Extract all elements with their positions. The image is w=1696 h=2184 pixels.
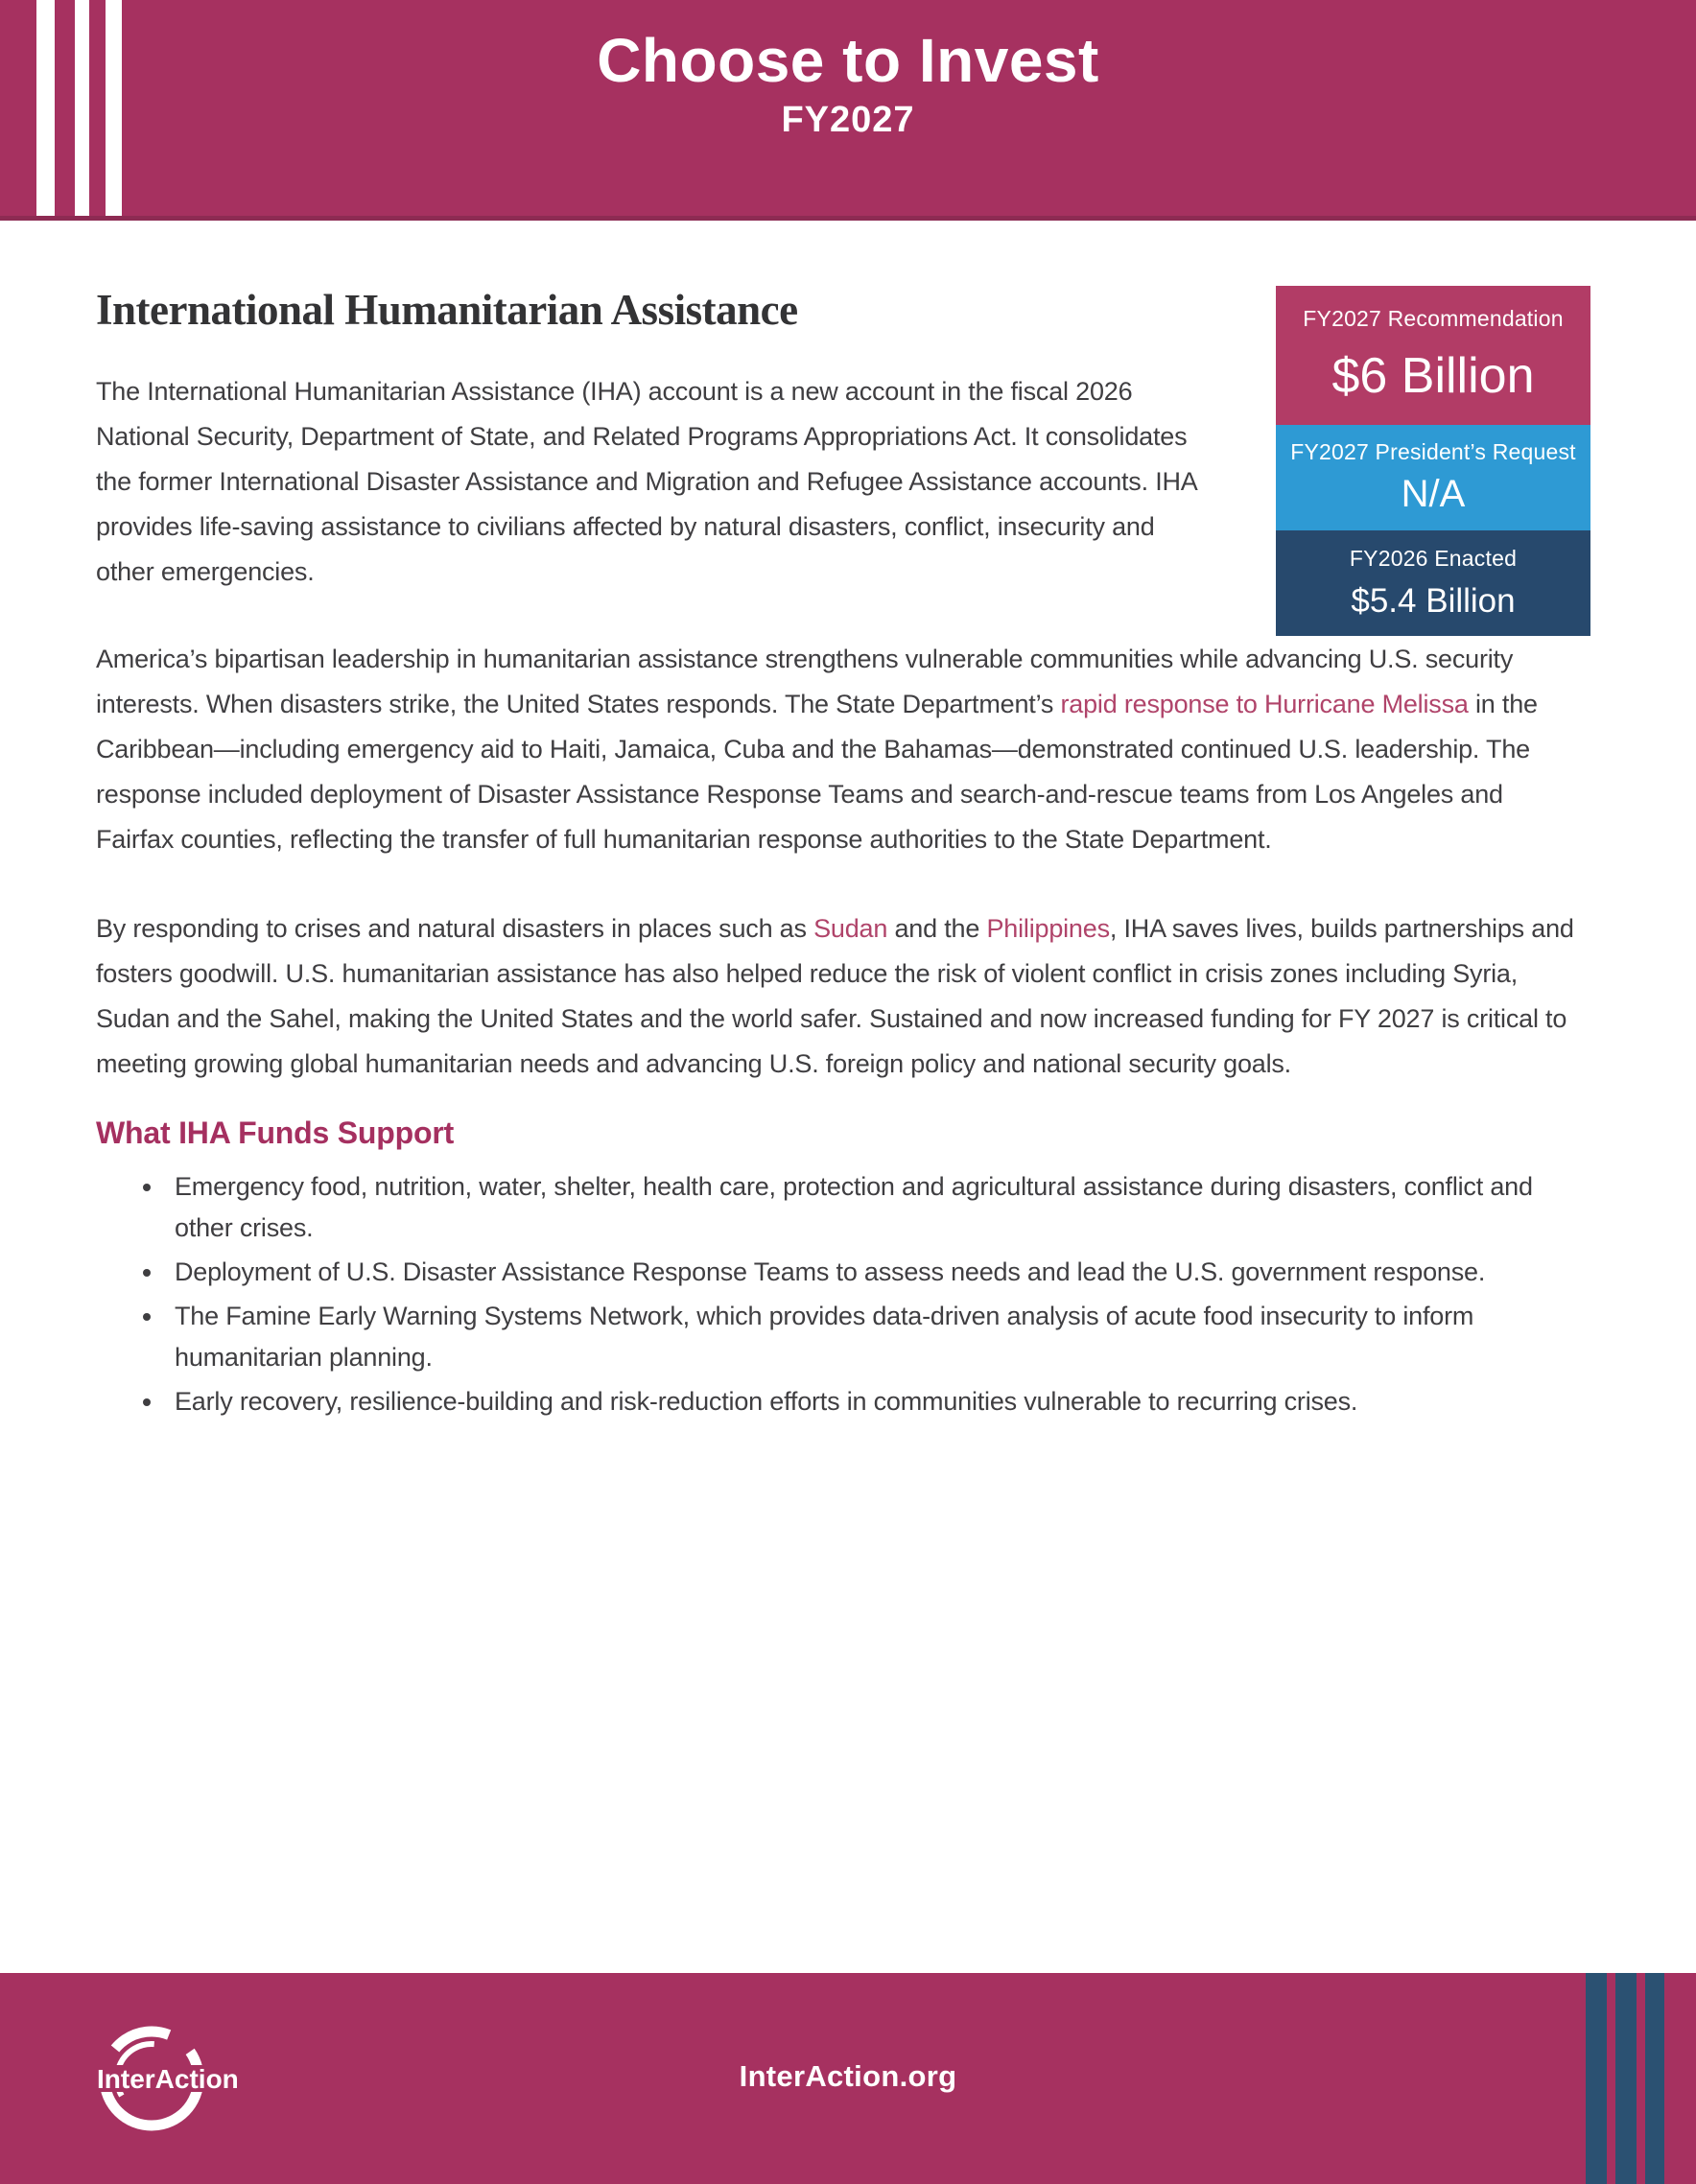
logo-wordmark: InterAction <box>97 2064 239 2094</box>
paragraph-intro <box>96 369 1199 595</box>
footer-stripe <box>1586 1973 1607 2184</box>
paragraph-leadership <box>96 637 1585 862</box>
bullet-item: • Deployment of U.S. Disaster Assistance Response Teams to assess needs and lead the U.S. government response. <box>165 1252 1573 1293</box>
header-stripe <box>106 0 122 216</box>
text-segment: By responding to crises and natural disasters in places such as <box>96 914 814 943</box>
section-heading: What IHA Funds Support <box>96 1115 455 1150</box>
header-banner <box>0 0 1696 221</box>
footer-stripe <box>1645 1973 1664 2184</box>
bullet-item: • Emergency food, nutrition, water, shelter, health care, protection and agricultural assistance during disasters, conflict and other crises. <box>165 1166 1573 1249</box>
paragraph-impact <box>96 906 1585 1087</box>
banner-subtitle: FY2027 <box>781 100 915 140</box>
stat-value: $6 Billion <box>1331 347 1535 404</box>
text-segment: , IHA saves lives, builds partnerships and fosters goodwill. U.S. humanitarian assistance has also helped reduce the risk of violent conflict in crisis zones including Syria, Sudan and the Sahel, making the United States and the world safer. Sustained and now increased funding for FY 2027 is critical to meeting growing global humanitarian needs and advancing U.S. foreign policy and national security goals. <box>96 914 1574 1078</box>
text-segment: The International Humanitarian Assistance (IHA) account is a new account in the fiscal 2026 National Security, Department of State, and Related Programs Appropriations Act. It consolidates the former International Disaster Assistance and Migration and Refugee Assistance accounts. IHA provides life-saving assistance to civilians affected by natural disasters, conflict, insecurity and other emergencies. <box>96 377 1197 586</box>
text-segment: in the Caribbean—including emergency aid to Haiti, Jamaica, Cuba and the Bahamas—demonstrated continued U.S. leadership. The response included deployment of Disaster Assistance Response Teams and search-and-rescue teams from Los Angeles and Fairfax counties, reflecting the transfer of full humanitarian response authorities to the State Department. <box>96 690 1538 854</box>
text-segment: and the <box>887 914 987 943</box>
footer-stripe <box>1615 1973 1637 2184</box>
stat-value: N/A <box>1401 473 1466 516</box>
bullet-item: • The Famine Early Warning Systems Network, which provides data-driven analysis of acute food insecurity to inform humanitarian planning. <box>165 1296 1573 1378</box>
inline-link[interactable]: Sudan <box>813 914 888 943</box>
footer-url[interactable]: InterAction.org <box>739 2059 957 2093</box>
footer-banner <box>0 1973 1696 2184</box>
stat-label: FY2026 Enacted <box>1349 546 1518 572</box>
bullet-item: • Early recovery, resilience-building and risk-reduction efforts in communities vulnerable to recurring crises. <box>165 1381 1573 1422</box>
stat-value: $5.4 Billion <box>1351 581 1516 620</box>
inline-link[interactable]: rapid response to Hurricane Melissa <box>1060 690 1469 718</box>
main-content <box>96 225 1600 1425</box>
stat-label: FY2027 President’s Request <box>1290 438 1576 464</box>
header-stripe <box>36 0 55 216</box>
header-stripe <box>75 0 89 216</box>
inline-link[interactable]: Philippines <box>986 914 1110 943</box>
stat-label: FY2027 Recommendation <box>1303 306 1564 332</box>
page-title: International Humanitarian Assistance <box>96 286 798 334</box>
banner-title: Choose to Invest <box>597 26 1099 95</box>
text-segment: America’s bipartisan leadership in humanitarian assistance strengthens vulnerable communities while advancing U.S. security interests. When disasters strike, the United States responds. The State Department’s <box>96 645 1514 718</box>
funds-support-list <box>96 1166 1573 1422</box>
